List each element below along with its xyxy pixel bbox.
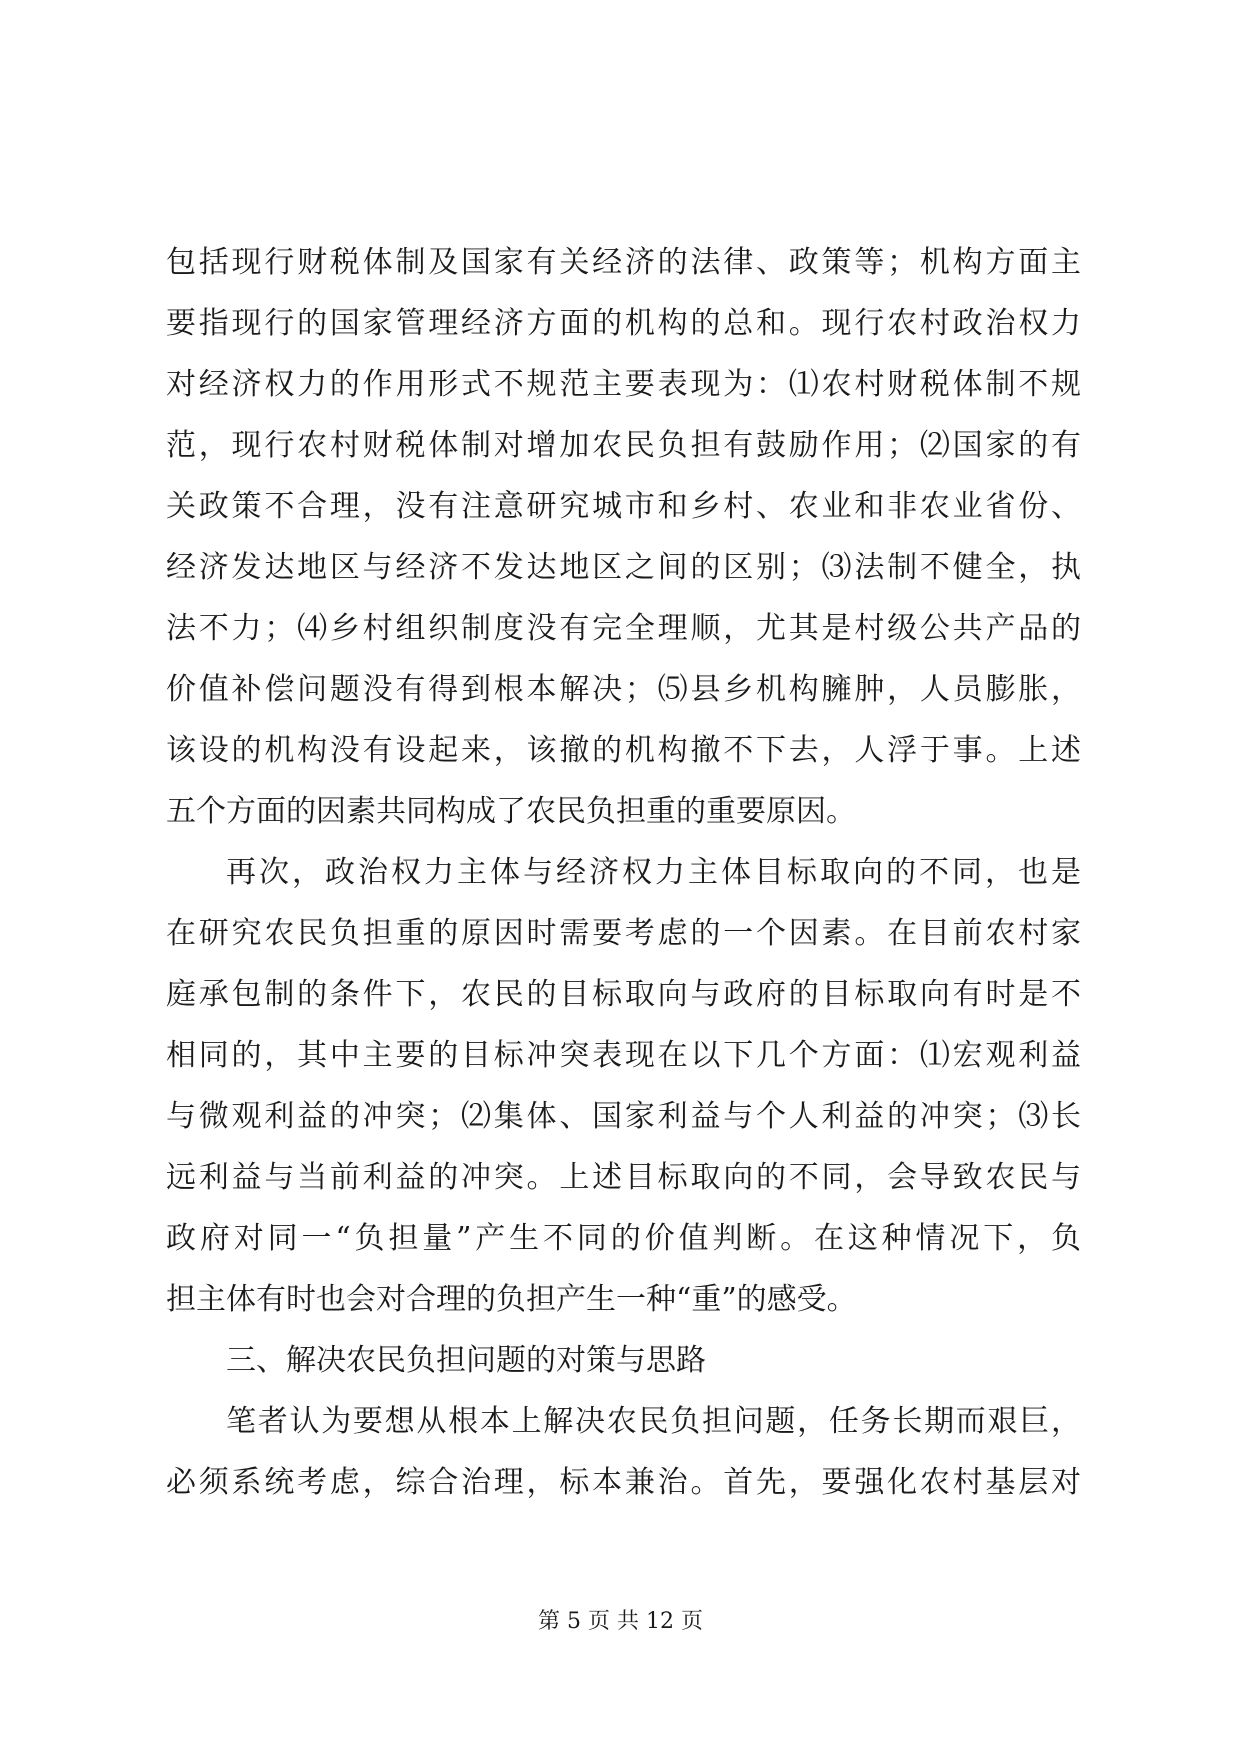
- paragraph-line: 在研究农民负担重的原因时需要考虑的一个因素。在目前农村家: [166, 916, 1081, 951]
- page-number-label: 第 5 页 共 12 页: [538, 1609, 703, 1634]
- paragraph-line: 要指现行的国家管理经济方面的机构的总和。现行农村政治权力: [166, 306, 1081, 341]
- section-heading: 三、解决农民负担问题的对策与思路: [226, 1343, 706, 1378]
- paragraph-line: 五个方面的因素共同构成了农民负担重的重要原因。: [166, 794, 856, 829]
- body-text: [166, 232, 1081, 1513]
- page-footer: [0, 1604, 1241, 1635]
- paragraph-line: 与微观利益的冲突；⑵集体、国家利益与个人利益的冲突；⑶长: [166, 1099, 1081, 1134]
- paragraph-line: 范，现行农村财税体制对增加农民负担有鼓励作用；⑵国家的有: [166, 428, 1081, 463]
- paragraph-line: 必须系统考虑，综合治理，标本兼治。首先，要强化农村基层对: [166, 1465, 1081, 1500]
- paragraph-line: 价值补偿问题没有得到根本解决；⑸县乡机构臃肿，人员膨胀，: [166, 672, 1081, 707]
- paragraph-line: 经济发达地区与经济不发达地区之间的区别；⑶法制不健全，执: [166, 550, 1081, 585]
- paragraph-line: 政府对同一“负担量”产生不同的价值判断。在这种情况下，负: [166, 1221, 1081, 1256]
- paragraph-line: 关政策不合理，没有注意研究城市和乡村、农业和非农业省份、: [166, 489, 1081, 524]
- paragraph-line: 远利益与当前利益的冲突。上述目标取向的不同，会导致农民与: [166, 1160, 1081, 1195]
- paragraph-line: 该设的机构没有设起来，该撤的机构撤不下去，人浮于事。上述: [166, 733, 1081, 768]
- paragraph-line: 再次，政治权力主体与经济权力主体目标取向的不同，也是: [226, 855, 1081, 890]
- paragraph-line: 法不力；⑷乡村组织制度没有完全理顺，尤其是村级公共产品的: [166, 611, 1081, 646]
- paragraph-line: 对经济权力的作用形式不规范主要表现为：⑴农村财税体制不规: [166, 367, 1081, 402]
- paragraph-line: 担主体有时也会对合理的负担产生一种“重”的感受。: [166, 1282, 857, 1317]
- paragraph-line: 包括现行财税体制及国家有关经济的法律、政策等；机构方面主: [166, 245, 1081, 280]
- paragraph-line: 庭承包制的条件下，农民的目标取向与政府的目标取向有时是不: [166, 977, 1081, 1012]
- paragraph-line: 相同的，其中主要的目标冲突表现在以下几个方面：⑴宏观利益: [166, 1038, 1081, 1073]
- paragraph-line: 笔者认为要想从根本上解决农民负担问题，任务长期而艰巨，: [226, 1404, 1081, 1439]
